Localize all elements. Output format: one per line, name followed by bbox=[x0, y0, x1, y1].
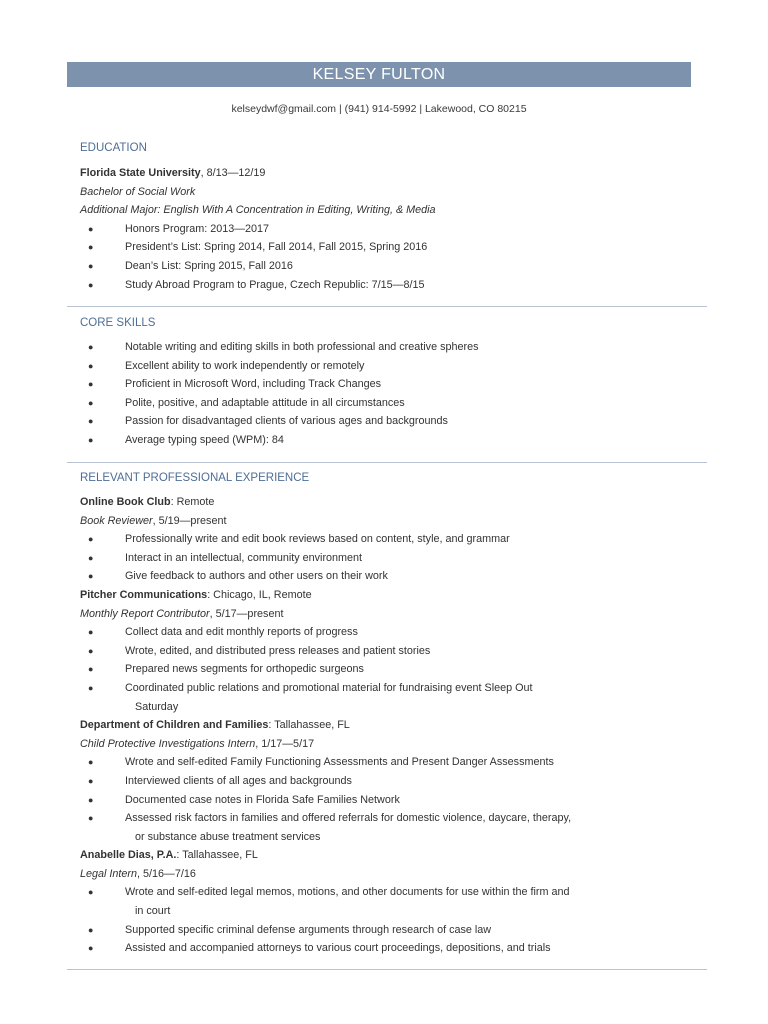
list-item-text: Honors Program: 2013—2017 bbox=[125, 222, 270, 235]
job-org-line bbox=[80, 586, 700, 605]
job-org-line bbox=[80, 846, 700, 865]
list-item: ● Study Abroad Program to Prague, Czech Republic: 7/15—8/15 bbox=[88, 278, 425, 291]
job-location: : Chicago, IL, Remote bbox=[207, 588, 312, 601]
job-role: Child Protective Investigations Intern bbox=[80, 737, 256, 750]
job-dates: , 5/19—present bbox=[152, 514, 227, 527]
contact-info: kelseydwf@gmail.com | (941) 914-5992 | Lakewood, CO 80215 bbox=[231, 103, 527, 115]
job-org-line bbox=[80, 493, 700, 512]
job-org: Online Book Club bbox=[80, 496, 171, 508]
list-item-text: Proficient in Microsoft Word, including Track Changes bbox=[125, 378, 382, 391]
list-item: ● Wrote and self-edited legal memos, motions, and other documents for use within the firm and bbox=[88, 886, 570, 899]
list-item: ● Notable writing and editing skills in both professional and creative spheres bbox=[88, 341, 479, 353]
job-role-line bbox=[80, 865, 700, 884]
list-item-continuation: in court bbox=[135, 905, 171, 918]
list-item: ● Interact in an intellectual, community environment bbox=[88, 551, 363, 564]
list-item: ● Honors Program: 2013—2017 bbox=[88, 222, 270, 235]
job-location: : Tallahassee, FL bbox=[268, 719, 350, 732]
list-item-text: Wrote and self-edited Family Functioning Assessments and Present Danger Assessments bbox=[125, 756, 554, 769]
skills-section bbox=[80, 314, 700, 450]
list-item-text: Coordinated public relations and promotional material for fundraising event Sleep Out bbox=[125, 681, 533, 694]
list-item-text: Wrote and self-edited legal memos, motions, and other documents for use within the firm and bbox=[125, 886, 570, 899]
list-item: ● Passion for disadvantaged clients of various ages and backgrounds bbox=[88, 415, 448, 428]
job-role-line bbox=[80, 605, 700, 624]
list-item: ● Supported specific criminal defense arguments through research of case law bbox=[88, 923, 492, 936]
major: Additional Major: English With A Concentration in Editing, Writing, & Media bbox=[80, 204, 436, 217]
job-location: : Tallahassee, FL bbox=[176, 849, 258, 862]
school-name: Florida State University bbox=[80, 167, 201, 179]
list-item-text: Study Abroad Program to Prague, Czech Republic: 7/15—8/15 bbox=[125, 278, 425, 291]
list-item-text: President’s List: Spring 2014, Fall 2014, Fall 2015, Spring 2016 bbox=[125, 241, 428, 254]
list-item-text: Polite, positive, and adaptable attitude in all circumstances bbox=[125, 396, 405, 409]
list-item-text: Documented case notes in Florida Safe Families Network bbox=[125, 793, 400, 806]
list-item-text: Assessed risk factors in families and offered referrals for domestic violence, daycare, therapy, bbox=[125, 812, 572, 825]
list-item-text: Notable writing and editing skills in both professional and creative spheres bbox=[125, 341, 479, 353]
list-item-text: Give feedback to authors and other users on their work bbox=[125, 570, 388, 583]
job-dates: , 5/16—7/16 bbox=[137, 867, 196, 880]
list-item: ● Give feedback to authors and other users on their work bbox=[88, 570, 388, 583]
list-item: ● President’s List: Spring 2014, Fall 2014, Fall 2015, Spring 2016 bbox=[88, 241, 428, 254]
skills-heading: CORE SKILLS bbox=[80, 317, 156, 329]
list-item: ● Prepared news segments for orthopedic surgeons bbox=[88, 663, 364, 676]
job-role-line bbox=[80, 735, 700, 754]
section-divider bbox=[67, 969, 707, 970]
list-item-text: Prepared news segments for orthopedic surgeons bbox=[125, 663, 364, 676]
list-item: ● Wrote, edited, and distributed press releases and patient stories bbox=[88, 644, 431, 657]
list-item: ● Average typing speed (WPM): 84 bbox=[88, 433, 284, 446]
job-role: Monthly Report Contributor bbox=[80, 607, 210, 620]
education-section bbox=[80, 139, 700, 294]
job-dates: , 5/17—present bbox=[209, 607, 284, 620]
list-item-text: Dean’s List: Spring 2015, Fall 2016 bbox=[125, 259, 293, 272]
list-item-text: Passion for disadvantaged clients of various ages and backgrounds bbox=[125, 415, 448, 428]
list-item: ● Dean’s List: Spring 2015, Fall 2016 bbox=[88, 259, 293, 272]
resume-name-banner: KELSEY FULTON bbox=[67, 62, 691, 87]
list-item: ● Interviewed clients of all ages and backgrounds bbox=[88, 774, 352, 787]
education-school-line bbox=[80, 164, 700, 183]
list-item-text: Interact in an intellectual, community environment bbox=[125, 551, 363, 564]
list-item-continuation: or substance abuse treatment services bbox=[135, 830, 321, 843]
job-org: Department of Children and Families bbox=[80, 719, 269, 732]
list-item-continuation: Saturday bbox=[135, 700, 179, 713]
job-role-line bbox=[80, 512, 700, 531]
list-item-text: Interviewed clients of all ages and backgrounds bbox=[125, 774, 352, 787]
degree: Bachelor of Social Work bbox=[80, 185, 196, 198]
list-item-text: Assisted and accompanied attorneys to various court proceedings, depositions, and trials bbox=[125, 942, 551, 955]
list-item-text: Wrote, edited, and distributed press releases and patient stories bbox=[125, 644, 431, 657]
job-org-line bbox=[80, 716, 700, 735]
job-role: Book Reviewer bbox=[80, 514, 153, 527]
section-divider bbox=[67, 462, 707, 463]
list-item: ● Professionally write and edit book reviews based on content, style, and grammar bbox=[88, 533, 510, 546]
list-item: ● Wrote and self-edited Family Functioning Assessments and Present Danger Assessments bbox=[88, 756, 554, 769]
list-item: ● Proficient in Microsoft Word, including Track Changes bbox=[88, 378, 382, 391]
job-location: : Remote bbox=[170, 496, 215, 508]
experience-section bbox=[80, 469, 700, 958]
list-item: ● Collect data and edit monthly reports of progress bbox=[88, 626, 358, 639]
school-dates: , 8/13—12/19 bbox=[200, 167, 266, 179]
job-role: Legal Intern bbox=[80, 867, 138, 880]
list-item: ● Excellent ability to work independently or remotely bbox=[88, 359, 365, 372]
list-item: ● Documented case notes in Florida Safe Families Network bbox=[88, 793, 400, 806]
list-item-text: Excellent ability to work independently or remotely bbox=[125, 359, 365, 372]
job-org: Anabelle Dias, P.A. bbox=[80, 849, 177, 862]
list-item-text: Professionally write and edit book reviews based on content, style, and grammar bbox=[125, 533, 510, 546]
job-org: Pitcher Communications bbox=[80, 588, 208, 601]
job-dates: , 1/17—5/17 bbox=[255, 737, 315, 750]
experience-heading: RELEVANT PROFESSIONAL EXPERIENCE bbox=[80, 472, 310, 484]
education-heading: EDUCATION bbox=[80, 142, 147, 154]
list-item-text: Supported specific criminal defense arguments through research of case law bbox=[125, 923, 492, 936]
list-item-text: Average typing speed (WPM): 84 bbox=[125, 433, 284, 446]
list-item: ● Assisted and accompanied attorneys to various court proceedings, depositions, and trials bbox=[88, 942, 551, 955]
list-item: ● Polite, positive, and adaptable attitude in all circumstances bbox=[88, 396, 405, 409]
section-divider bbox=[67, 306, 707, 307]
list-item: ● Coordinated public relations and promotional material for fundraising event Sleep Out bbox=[88, 681, 533, 694]
list-item: ● Assessed risk factors in families and offered referrals for domestic violence, daycare, therapy, bbox=[88, 812, 572, 825]
list-item-text: Collect data and edit monthly reports of progress bbox=[125, 626, 358, 639]
